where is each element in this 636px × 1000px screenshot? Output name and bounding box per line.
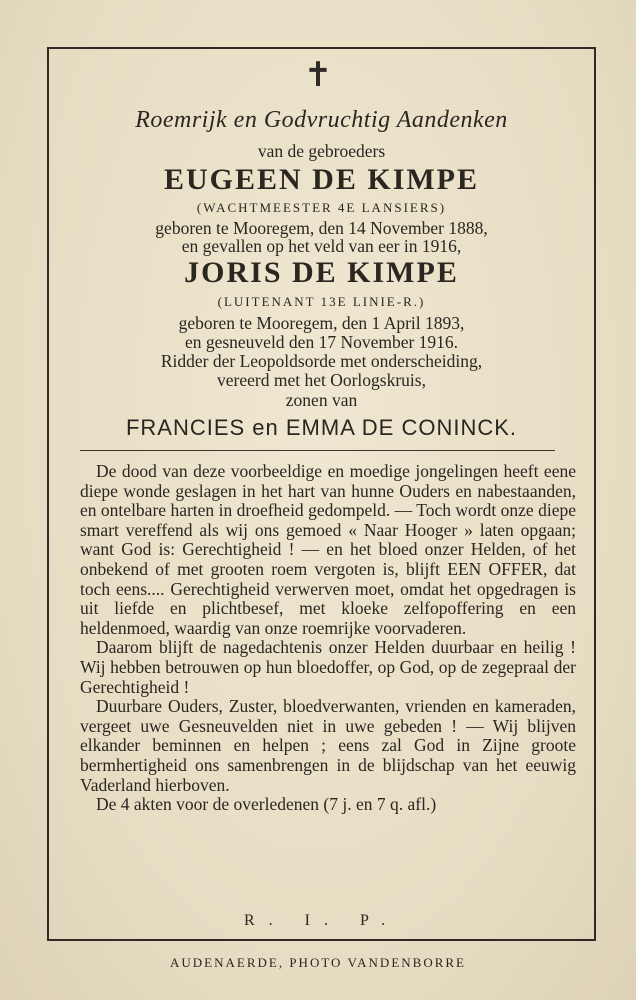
brother2-name: JORIS DE KIMPE [184, 256, 459, 289]
brother2-born: geboren te Mooregem, den 1 April 1893, [178, 313, 465, 333]
rip-text: R. I. P. [243, 912, 400, 929]
paragraph-1: De dood van deze voorbeeldige en moedige jongelingen heeft eene diepe wonde geslagen in het hart van hunne Ouders en nabestaanden, en ontelbare harten in droefheid gedompeld. — Toch wordt onze diepe smart vereffend als wij ons gemoed « Naar Hooger » laten opgaan; want God is: Gerechtigheid ! — en het bloed onzer Helden, of het onbekend of met grooten roem vergoten is, blijft EEN OFFER, dat toch eens.... Gerechtigheid verwerven moet, omdat het opgedragen is uit liefde en plichtbesef, met kloeke zelfopoffering en een heldenmoed, waardig van onze roemrijke voorvaderen. [80, 461, 576, 638]
brother2-honor2: vereerd met het Oorlogskruis, [217, 370, 426, 390]
paragraph-3: Duurbare Ouders, Zuster, bloedverwanten, vrienden en kameraden, vergeet uwe Gesneuvelden niet in uwe gebeden ! — Wij blijven elkander beminnen en helpen ; eens zal God in Zijne groote bermhertigheid ons samenbrengen in de blijdschap van het eeuwig Vaderland hierboven. [80, 696, 576, 795]
paragraph-2: Daarom blijft de nagedachtenis onzer Helden duurbaar en heilig ! Wij hebben betrouwen op hun bloedoffer, op God, op de zegepraal der Gerechtigheid ! [80, 637, 576, 697]
divider-line [80, 450, 555, 451]
paragraph-4: De 4 akten voor de overledenen (7 j. en 7 q. afl.) [96, 794, 437, 815]
card-title: Roemrijk en Godvruchtig Aandenken [135, 107, 508, 133]
brother1-rank: (WACHTMEESTER 4E LANSIERS) [196, 200, 447, 215]
photographer-credit: AUDENAERDE, PHOTO VANDENBORRE [170, 955, 466, 970]
brother1-born: geboren te Mooregem, den 14 November 1888, [155, 218, 488, 238]
brother2-died: en gesneuveld den 17 November 1916. [184, 332, 459, 352]
sons-of-text: zonen van [285, 390, 358, 410]
intro-text: van de gebroeders [257, 141, 386, 161]
brother2-honor1: Ridder der Leopoldsorde met onderscheiding, [160, 351, 483, 371]
cross-icon: ✝ [303, 55, 333, 95]
brother1-name: EUGEEN DE KIMPE [163, 163, 480, 196]
memorial-text [80, 462, 576, 815]
brother2-rank: (LUITENANT 13E LINIE-R.) [217, 294, 426, 309]
parents-names: FRANCIES en EMMA DE CONINCK. [125, 415, 518, 440]
brother1-died: en gevallen op het veld van eer in 1916, [181, 236, 462, 256]
